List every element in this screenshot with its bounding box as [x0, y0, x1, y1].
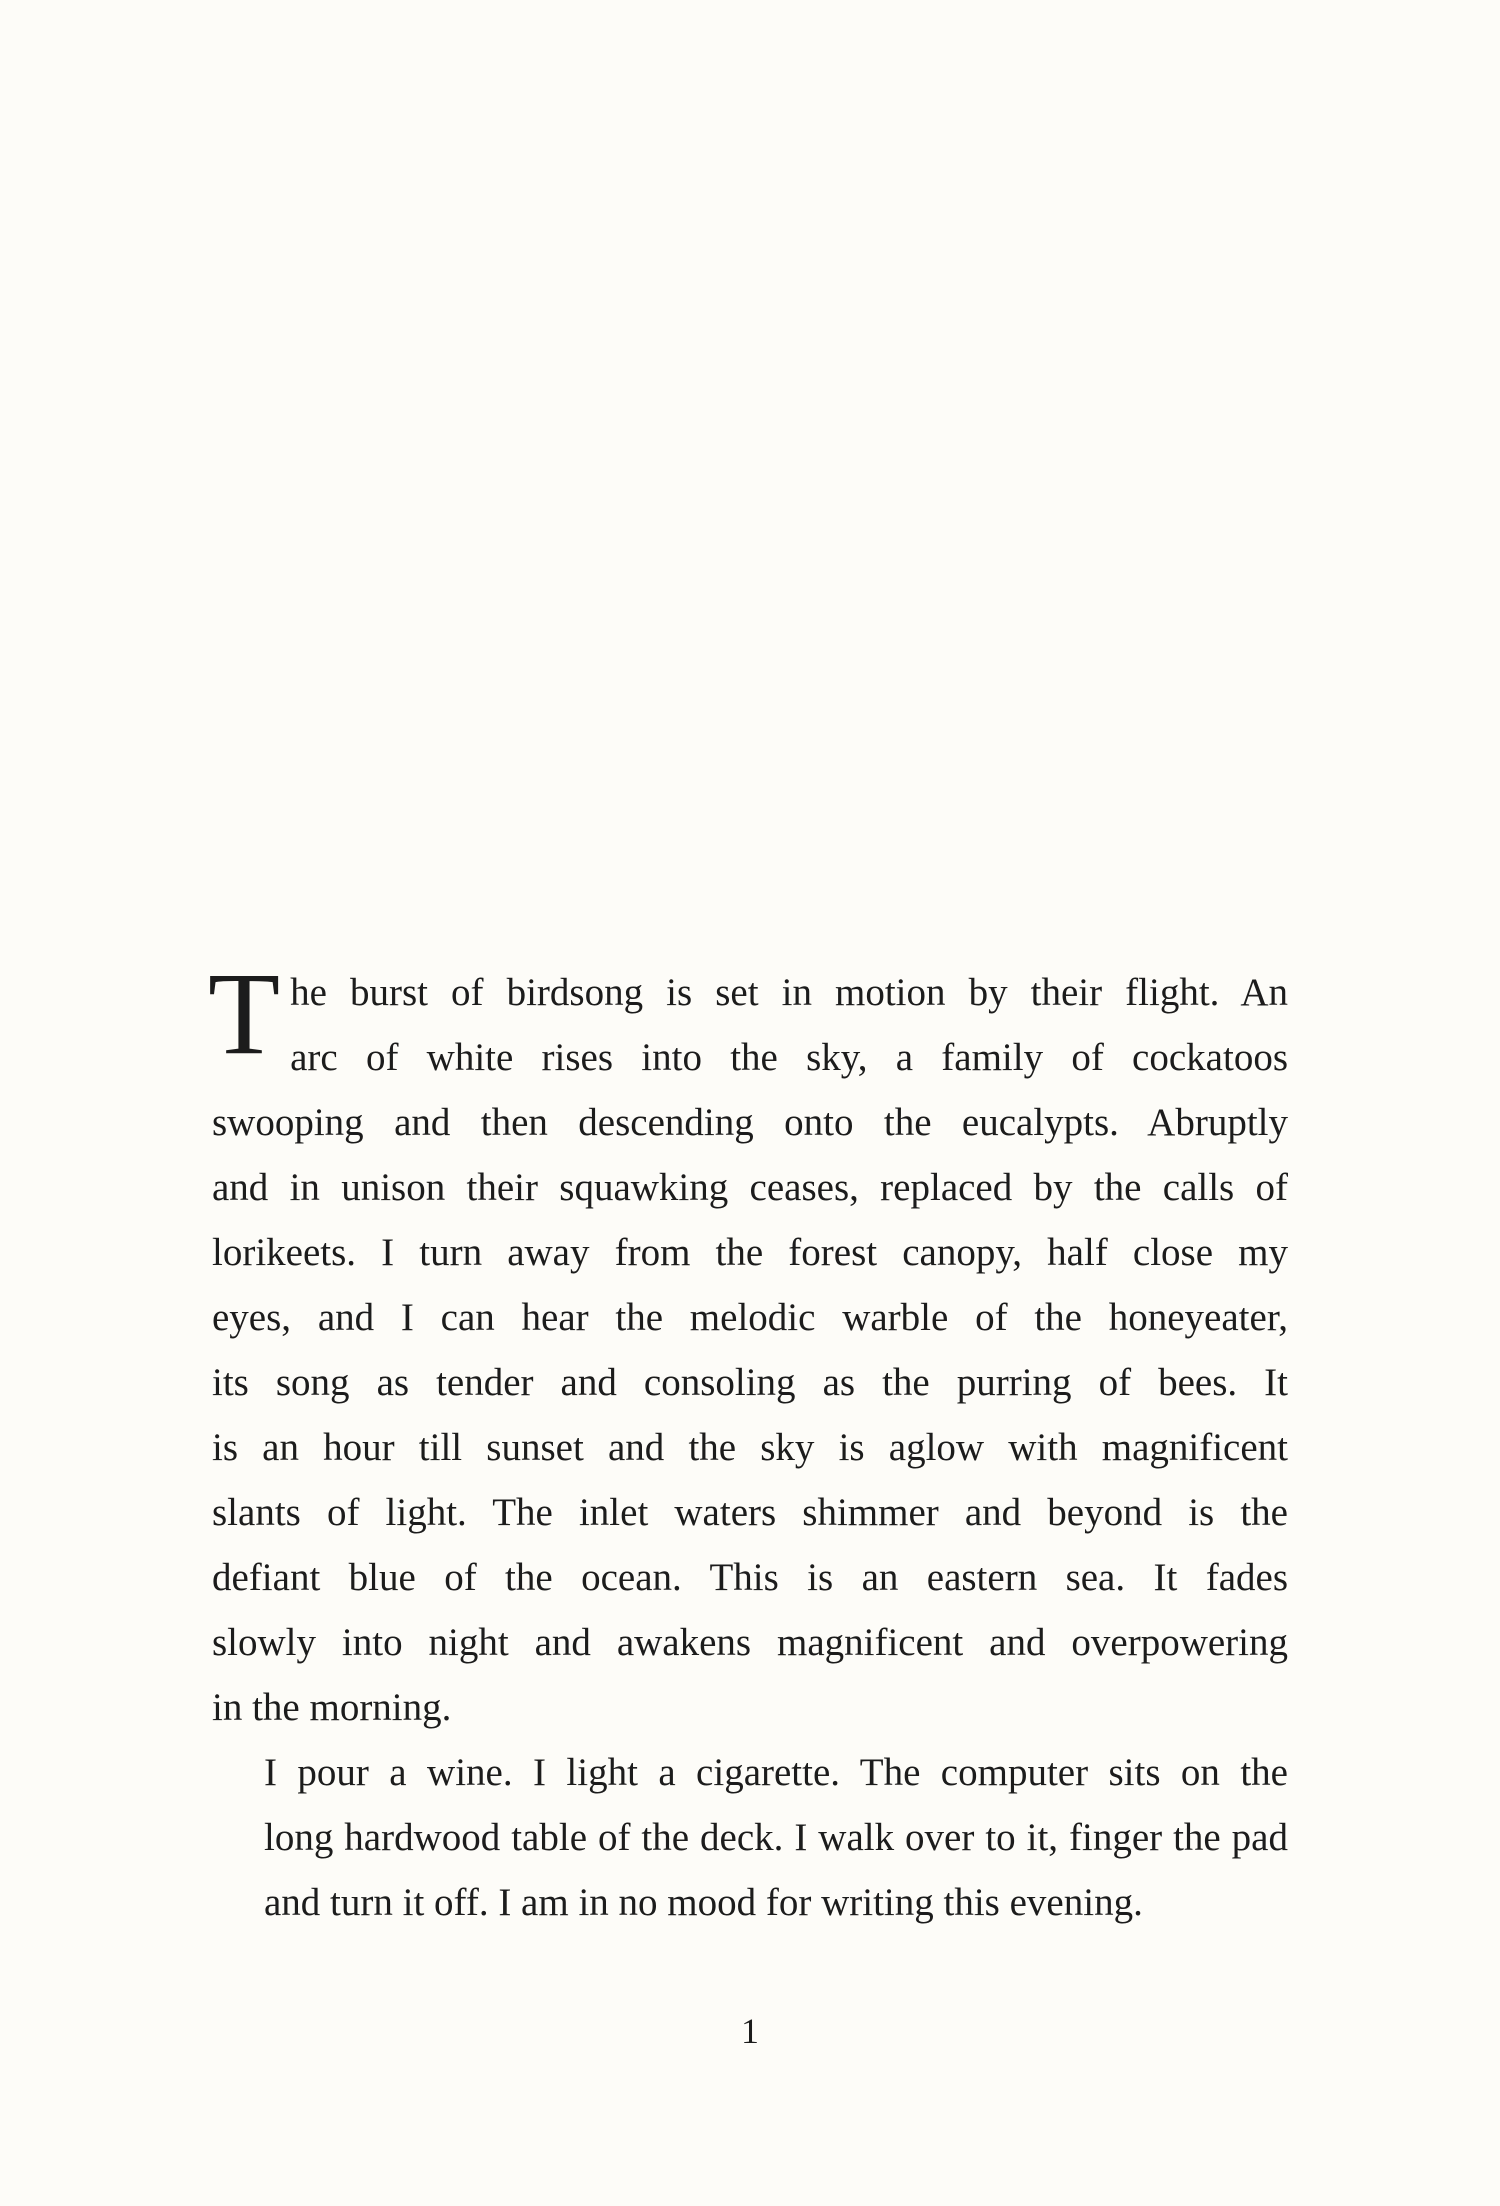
text-line: and in unison their squawking ceases, replaced by the calls of [212, 1166, 1288, 1209]
text-line: its song as tender and consoling as the purring of bees. It [212, 1361, 1288, 1404]
text-line: defiant blue of the ocean. This is an eastern sea. It fades [212, 1556, 1288, 1599]
text-line: slants of light. The inlet waters shimmer and beyond is the [212, 1491, 1288, 1534]
text-line: he burst of birdsong is set in motion by their flight. An [290, 971, 1288, 1014]
text-line: I pour a wine. I light a cigarette. The computer sits on the [264, 1751, 1288, 1794]
body-text [208, 948, 1288, 1935]
text-line: arc of white rises into the sky, a family of cockatoos [290, 1036, 1288, 1079]
text-line: is an hour till sunset and the sky is aglow with magnificent [212, 1426, 1288, 1469]
text-line: swooping and then descending onto the eucalypts. Abruptly [212, 1101, 1288, 1144]
text-line: slowly into night and awakens magnificent and overpowering [212, 1621, 1288, 1664]
paragraph-1 [208, 948, 1288, 1740]
paragraph-2 [212, 1740, 1288, 1935]
text-line: lorikeets. I turn away from the forest canopy, half close my [212, 1231, 1288, 1274]
text-line: and turn it off. I am in no mood for writing this evening. [264, 1881, 1143, 1924]
text-line: eyes, and I can hear the melodic warble of the honeyeater, [212, 1296, 1288, 1339]
page-number: 1 [741, 2011, 759, 2051]
drop-cap: T [208, 948, 281, 1079]
text-line: in the morning. [212, 1686, 452, 1729]
text-line: long hardwood table of the deck. I walk over to it, finger the pad [264, 1816, 1288, 1859]
